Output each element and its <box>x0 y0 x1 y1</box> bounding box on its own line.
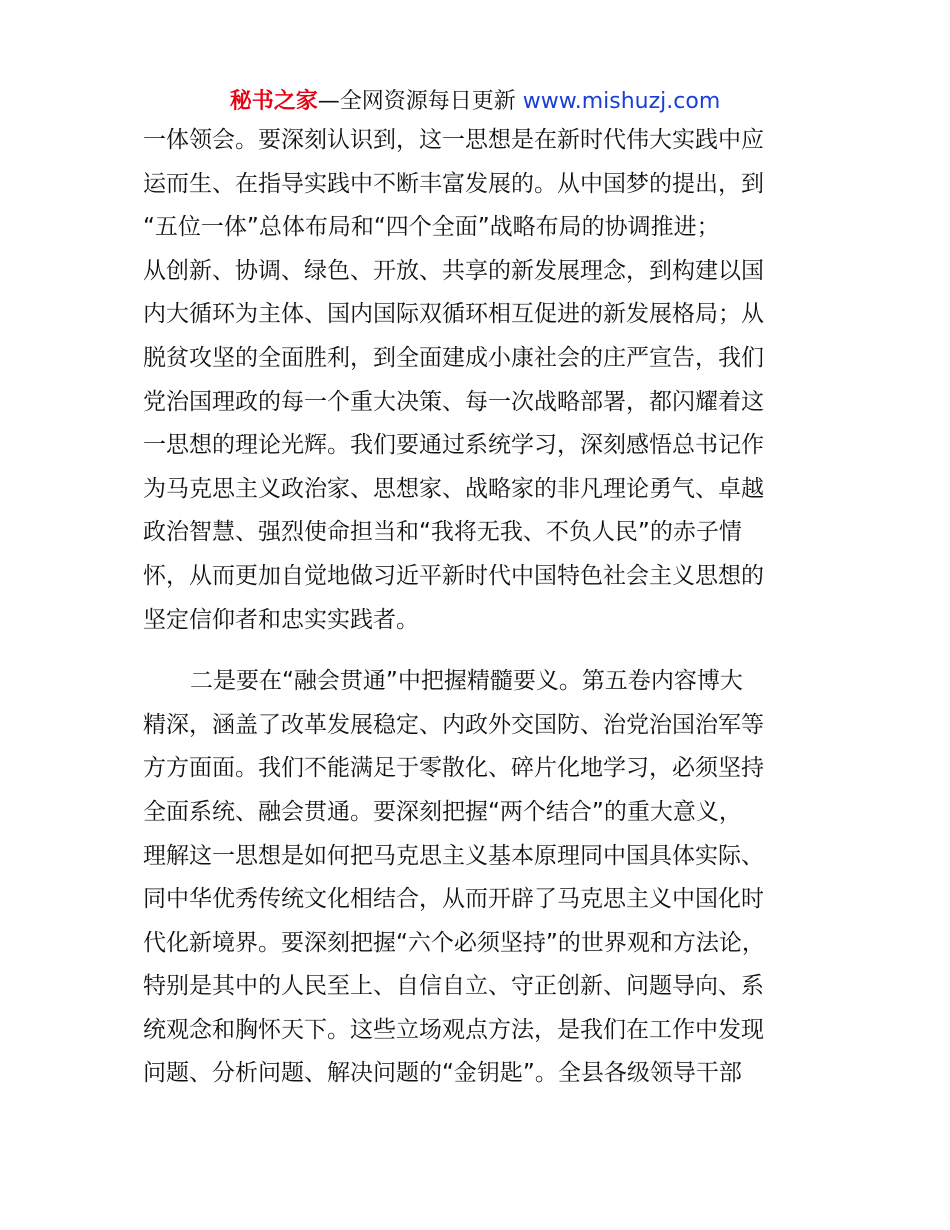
paragraph-1 <box>143 119 843 642</box>
paragraph-2 <box>143 660 843 1096</box>
document-body <box>143 119 843 1096</box>
text-line: 精深，涵盖了改革发展稳定、内政外交国防、治党治国治军等 <box>143 711 764 738</box>
page-header <box>0 86 950 118</box>
text-line: 理解这一思想是如何把马克思主义基本原理同中国具体实际、 <box>143 842 764 869</box>
text-line: 特别是其中的人民至上、自信自立、守正创新、问题导向、系 <box>143 973 764 1000</box>
text-line: 方方面面。我们不能满足于零散化、碎片化地学习，必须坚持 <box>143 755 764 782</box>
text-line: 问题、分析问题、解决问题的“金钥匙”。全县各级领导干部 <box>143 1060 742 1087</box>
paragraph-spacer <box>143 642 843 660</box>
text-line: 一体领会。要深刻认识到，这一思想是在新时代伟大实践中应 <box>143 127 764 153</box>
text-line: 党治国理政的每一个重大决策、每一次战略部署，都闪耀着这 <box>143 388 764 415</box>
site-tagline: —全网资源每日更新 <box>317 89 523 114</box>
text-line: 一思想的理论光辉。我们要通过系统学习，深刻感悟总书记作 <box>143 432 764 459</box>
text-line: 政治智慧、强烈使命担当和“我将无我、不负人民”的赤子情 <box>143 519 742 546</box>
text-line: 从创新、协调、绿色、开放、共享的新发展理念，到构建以国 <box>143 257 764 284</box>
text-line: “五位一体”总体布局和“四个全面”战略布局的协调推进； <box>143 214 720 241</box>
text-line: 二是要在“融会贯通”中把握精髓要义。第五卷内容博大 <box>190 668 743 695</box>
site-url-link[interactable]: www.mishuzj.com <box>522 89 721 114</box>
text-line: 坚定信仰者和忠实实践者。 <box>143 606 419 633</box>
text-line: 怀，从而更加自觉地做习近平新时代中国特色社会主义思想的 <box>143 562 764 589</box>
text-line: 同中华优秀传统文化相结合，从而开辟了马克思主义中国化时 <box>143 886 764 913</box>
text-line: 脱贫攻坚的全面胜利，到全面建成小康社会的庄严宣告，我们 <box>143 344 764 371</box>
text-line: 统观念和胸怀天下。这些立场观点方法，是我们在工作中发现 <box>143 1016 764 1043</box>
text-line: 全面系统、融会贯通。要深刻把握“两个结合”的重大意义， <box>143 798 742 825</box>
site-brand: 秘书之家 <box>229 89 318 114</box>
text-line: 为马克思主义政治家、思想家、战略家的非凡理论勇气、卓越 <box>143 475 764 502</box>
text-line: 运而生、在指导实践中不断丰富发展的。从中国梦的提出，到 <box>143 170 764 197</box>
text-line: 内大循环为主体、国内国际双循环相互促进的新发展格局；从 <box>143 301 764 328</box>
text-line: 代化新境界。要深刻把握“六个必须坚持”的世界观和方法论， <box>143 929 765 956</box>
